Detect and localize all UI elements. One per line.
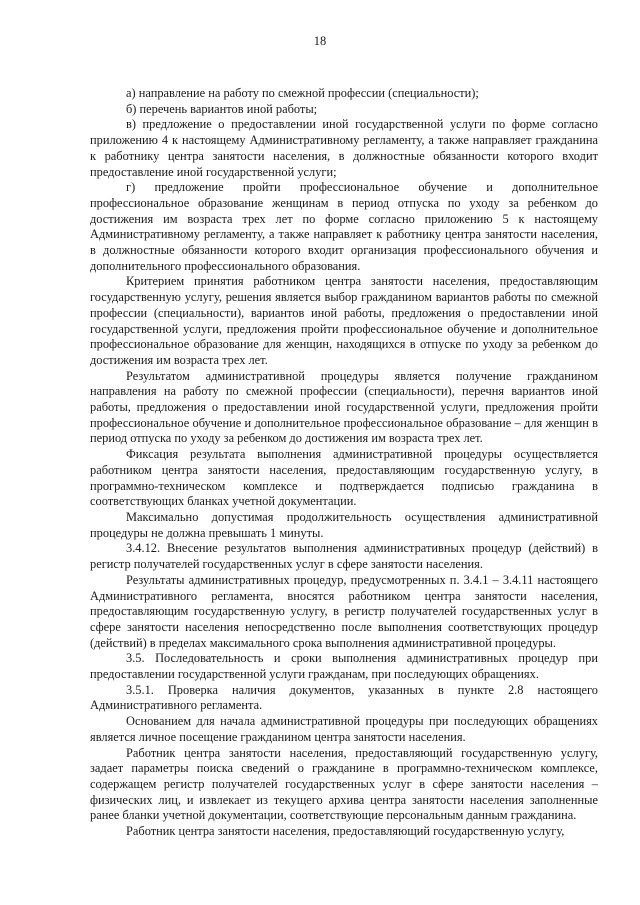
paragraph: 3.4.12. Внесение результатов выполнения административных процедур (действий) в регистр получателей государственных услуг в сфере занятости населения. — [90, 541, 598, 572]
paragraph: Работник центра занятости населения, предоставляющий государственную услугу, задает параметры поиска сведений о гражданине в программно-техническом комплексе, содержащем регистр получателей государственных услуг в сфере занятости населения – физических лиц, и извлекает из текущего архива центра занятости населения заполненные ранее бланки учетной документации, соответствующие персональным данным гражданина. — [90, 745, 598, 823]
document-body — [90, 86, 598, 840]
paragraph: Критерием принятия работником центра занятости населения, предоставляющим государственную услугу, решения является выбор гражданином вариантов работы по смежной профессии (специальности), вариантов иной работы, предложения о предоставлении иной государственной услуги, предложения пройти профессиональное обучение и дополнительное профессиональное образование для женщин, находящихся в отпуске по уходу за ребенком до достижения им возраста трех лет. — [90, 274, 598, 367]
paragraph: 3.5.1. Проверка наличия документов, указанных в пункте 2.8 настоящего Административного регламента. — [90, 682, 598, 713]
paragraph: Результаты административных процедур, предусмотренных п. 3.4.1 – 3.4.11 настоящего Административного регламента, вносятся работником центра занятости населения, предоставляющим государственную услугу, в регистр получателей государственных услуг в сфере занятости населения непосредственно после выполнения соответствующих процедур (действий) в пределах максимального срока выполнения административной процедуры. — [90, 572, 598, 650]
paragraph: Основанием для начала административной процедуры при последующих обращениях является личное посещение гражданином центра занятости населения. — [90, 714, 598, 744]
paragraph: 3.5. Последовательность и сроки выполнения административных процедур при предоставлении государственной услуги гражданам, при последующих обращениях. — [90, 651, 598, 682]
paragraph: в) предложение о предоставлении иной государственной услуги по форме согласно приложению 4 к настоящему Административному регламенту, а также направляет гражданина к работнику центра занятости населения, в должностные обязанности которого входит предоставление иной государственной услуги; — [90, 117, 598, 179]
paragraph: Фиксация результата выполнения административной процедуры осуществляется работником центра занятости населения, предоставляющим государственную услугу, в программно-техническом комплексе и подтверждается подписью гражданина в соответствующих бланках учетной документации. — [90, 447, 598, 509]
paragraph: г) предложение пройти профессиональное обучение и дополнительное профессиональное образование женщинам в период отпуска по уходу за ребенком до достижения им возраста трех лет по форме согласно приложению 5 к настоящему Административному регламенту, а также направляет к работнику центра занятости населения, в должностные обязанности которого входит организация профессионального обучения и дополнительного профессионального образования. — [90, 180, 598, 273]
paragraph: Результатом административной процедуры является получение гражданином направления на работу по смежной профессии (специальности), перечня вариантов иной работы, предложения о предоставлении иной государственной услуги, предложения пройти профессиональное обучение и дополнительное профессиональное образование – для женщин в период отпуска по уходу за ребенком до достижения им возраста трех лет. — [90, 368, 598, 446]
page-number: 18 — [313, 34, 327, 48]
paragraph: Работник центра занятости населения, предоставляющий государственную услугу, — [126, 824, 565, 839]
paragraph: Максимально допустимая продолжительность осуществления административной процедуры не должна превышать 1 минуты. — [90, 509, 598, 540]
paragraph: а) направление на работу по смежной профессии (специальности); — [126, 86, 479, 100]
paragraph: б) перечень вариантов иной работы; — [126, 101, 318, 116]
